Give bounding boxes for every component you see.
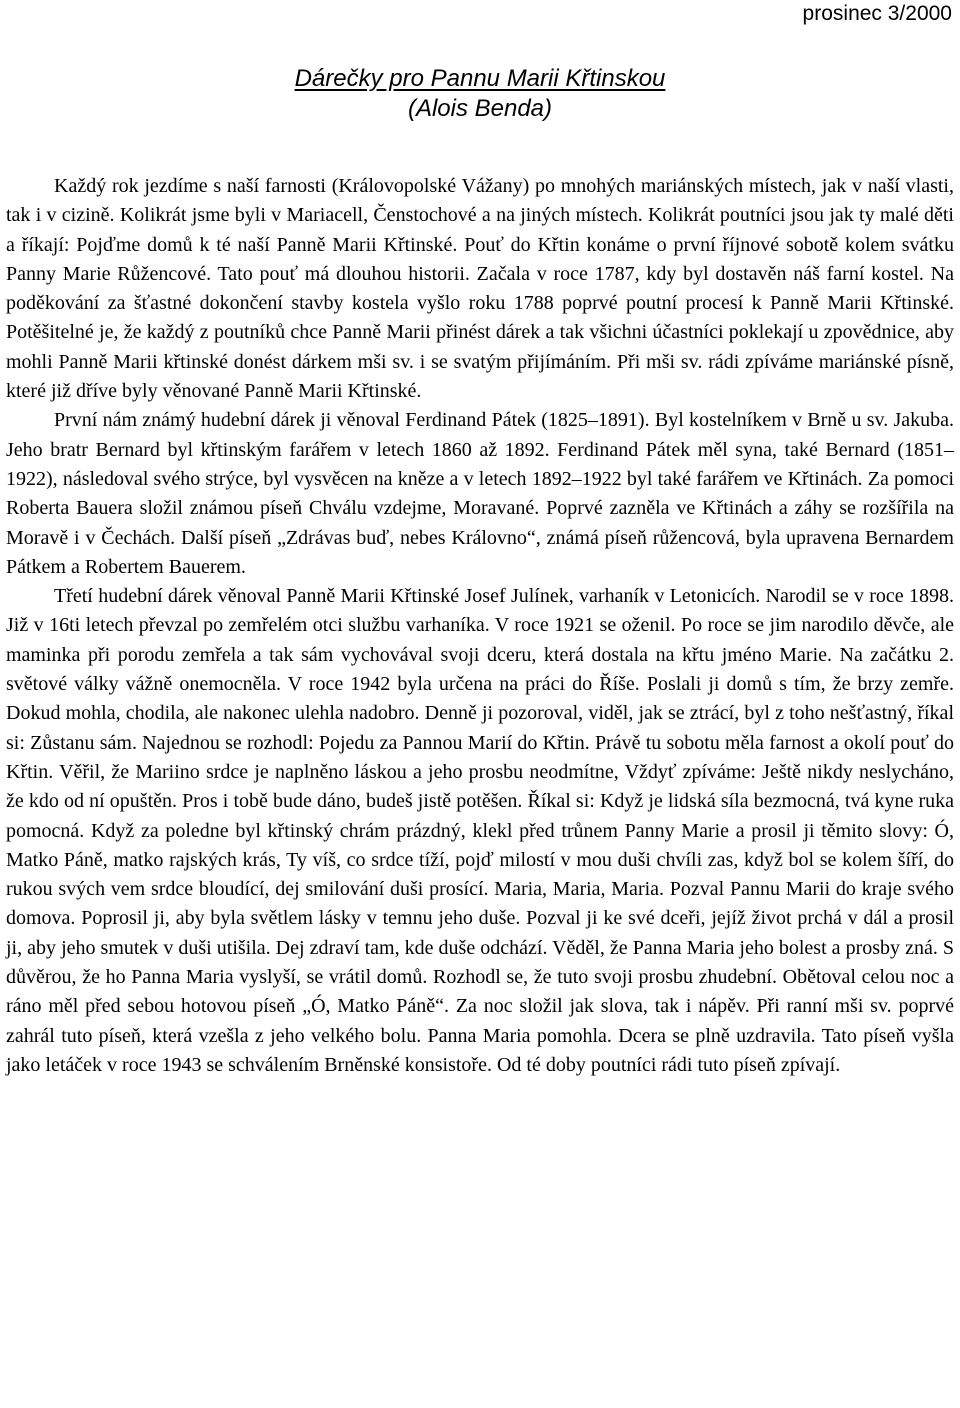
paragraph: První nám známý hudební dárek ji věnoval Ferdinand Pátek (1825–1891). Byl kostelníkem v Brně u sv. Jakuba. Jeho bratr Bernard byl křtinským farářem v letech 1860 až 1892. Ferdinand Pátek měl syna, také Bernard (1851–1922), následoval svého strýce, byl vysvěcen na kněze a v letech 1892–1922 byl také farářem ve Křtinách. Za pomoci Roberta Bauera složil známou píseň Chválu vzdejme, Moravané. Poprvé zazněla ve Křtinách a záhy se rozšířila na Moravě i v Čechách. Další píseň „Zdrávas buď, nebes Královno“, známá píseň růžencová, byla upravena Bernardem Pátkem a Robertem Bauerem. bbox=[6, 409, 954, 578]
paragraph: Třetí hudební dárek věnoval Panně Marii Křtinské Josef Julínek, varhaník v Letonicích. Narodil se v roce 1898. Již v 16ti letech převzal po zemřelém otci službu varhaníka. V roce 1921 se oženil. Po roce se jim narodilo děvče, ale maminka při porodu zemřela a tak sám vychovával svoji dceru, která dostala na křtu jméno Marie. Na začátku 2. světové války vážně onemocněla. V roce 1942 byla určena na práci do Říše. Poslali ji domů s tím, že brzy zemře. Dokud mohla, chodila, ale nakonec ulehla nadobro. Denně ji pozoroval, viděl, jak se ztrácí, byl z toho nešťastný, říkal si: Zůstanu sám. Najednou se rozhodl: Pojedu za Pannou Marií do Křtin. Právě tu sobotu měla farnost a okolí pouť do Křtin. Věřil, že Mariino srdce je naplněno láskou a jeho prosbu neodmítne, Vždyť zpíváme: Ještě nikdy neslycháno, že kdo od ní opuštěn. Pros i tobě bude dáno, budeš jistě potěšen. Říkal si: Když je lidská síla bezmocná, tvá kyne ruka pomocná. Když za poledne byl křtinský chrám prázdný, klekl před trůnem Panny Marie a prosil ji těmito slovy: Ó, Matko Páně, matko rajských krás, Ty víš, co srdce tíží, pojď milostí v mou duši chvíli zas, když bol se kolem šíří, do rukou svých vem srdce bloudící, dej smilování duši prosící. Maria, Maria, Maria. Pozval Pannu Marii do kraje svého domova. Poprosil ji, aby byla světlem lásky v temnu jeho duše. Pozval ji ke své dceři, jejíž život prchá v dál a prosil ji, aby jeho smutek v duši utišila. Dej zdraví tam, kde duše odchází. Věděl, že Panna Maria jeho bolest a prosby zná. S důvěrou, že ho Panna Maria vyslyší, se vrátil domů. Rozhodl se, že tuto svoji prosbu zhudební. Obětoval celou noc a ráno měl před sebou hotovou píseň „Ó, Matko Páně“. Za noc složil jak slova, tak i nápěv. Při ranní mši sv. poprvé zahrál tuto píseň, která vzešla z jeho velkého bolu. Panna Maria pomohla. Dcera se plně uzdravila. Tato píseň vyšla jako letáček v roce 1943 se schválením Brněnské konsistoře. Od té doby poutníci rádi tuto píseň zpívají. bbox=[6, 585, 954, 1076]
paragraph: Každý rok jezdíme s naší farnosti (Královopolské Vážany) po mnohých mariánských místech, jak v naší vlasti, tak i v cizině. Kolikrát jsme byli v Mariacell, Čenstochové a na jiných místech. Kolikrát poutníci jsou jak ty malé děti a říkají: Pojďme domů k té naší Panně Marii Křtinské. Pouť do Křtin konáme o první říjnové sobotě kolem svátku Panny Marie Růžencové. Tato pouť má dlouhou historii. Začala v roce 1787, kdy byl dostavěn náš farní kostel. Na poděkování za šťastné dokončení stavby kostela vyšlo roku 1788 poprvé poutní procesí k Panně Marii Křtinské. Potěšitelné je, že každý z poutníků chce Panně Marii přinést dárek a tak všichni účastníci poklekají u zpovědnice, aby mohli Panně Marii křtinské donést dárkem mši sv. i se svatým přijímáním. Při mši sv. rádi zpíváme mariánské písně, které již dříve byly věnované Panně Marii Křtinské. bbox=[6, 175, 954, 403]
article-author: (Alois Benda) bbox=[407, 95, 553, 122]
title-block bbox=[0, 64, 960, 124]
article-title: Dárečky pro Pannu Marii Křtinskou bbox=[294, 65, 666, 92]
article-body bbox=[6, 172, 954, 1080]
issue-date: prosinec 3/2000 bbox=[802, 2, 952, 25]
